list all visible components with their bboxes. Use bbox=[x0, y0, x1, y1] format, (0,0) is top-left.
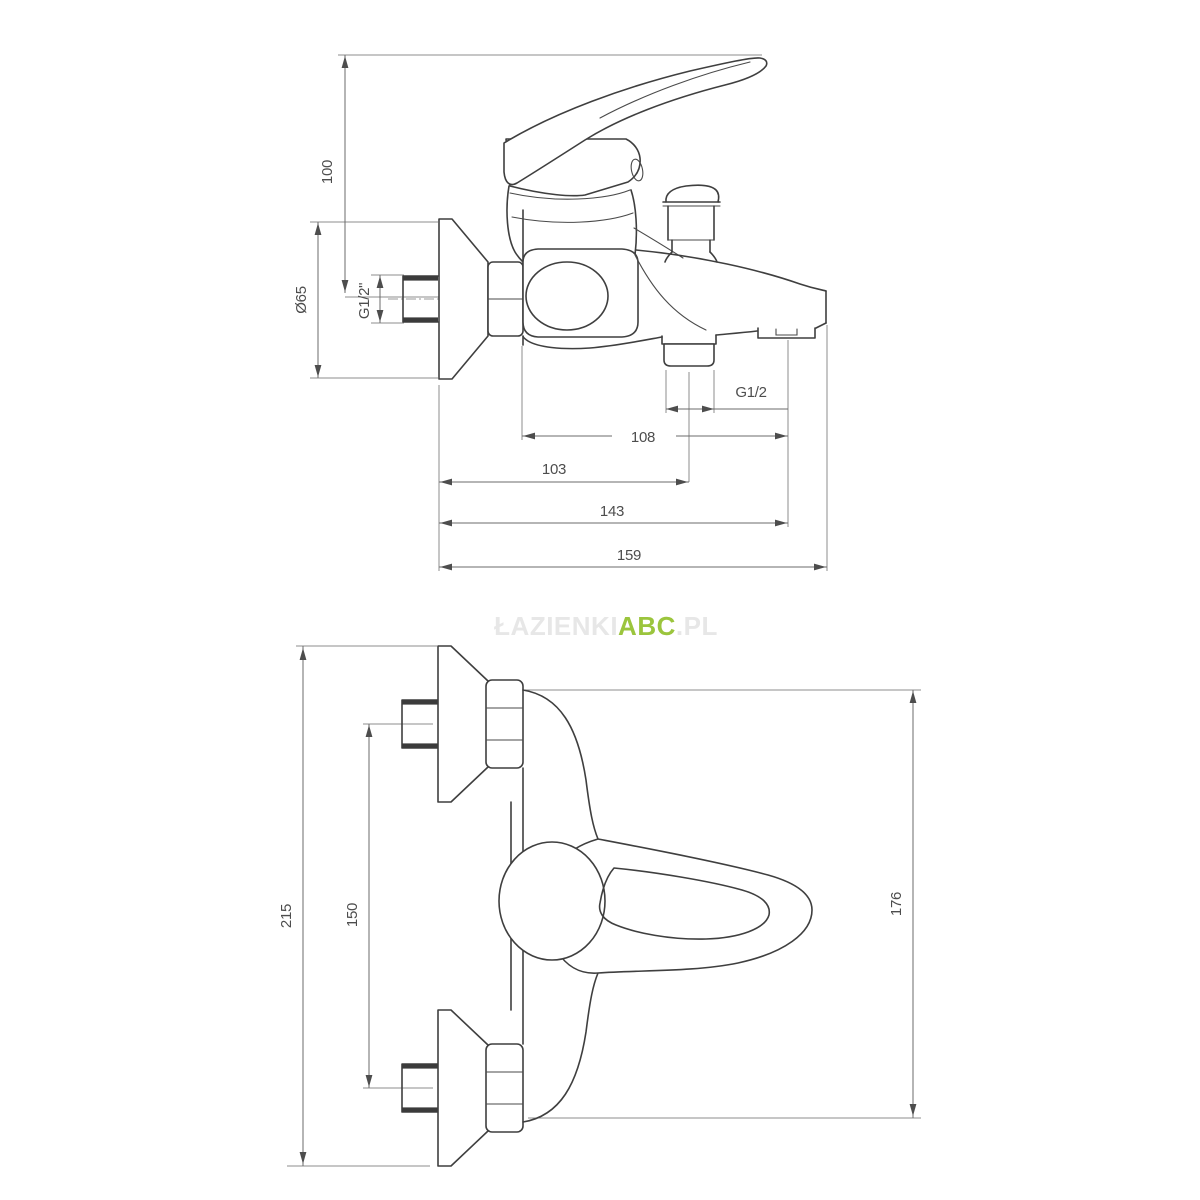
dim-label-159: 159 bbox=[616, 547, 642, 564]
watermark-brand: ABC bbox=[618, 611, 676, 641]
dim-label-flange-diameter: Ø65 bbox=[293, 286, 310, 314]
shower-outlet bbox=[662, 335, 716, 366]
plan-view-faucet-body bbox=[402, 646, 812, 1166]
dim-label-108: 108 bbox=[630, 429, 656, 446]
diverter-knob bbox=[663, 185, 720, 262]
lower-neck bbox=[523, 973, 598, 1122]
dim-label-103: 103 bbox=[541, 461, 567, 478]
plan-view bbox=[278, 646, 921, 1166]
dim-label-143: 143 bbox=[599, 503, 625, 520]
dim-label-height-100: 100 bbox=[319, 159, 336, 185]
watermark bbox=[494, 611, 718, 641]
side-view bbox=[293, 55, 827, 571]
cartridge-bulge bbox=[526, 262, 608, 330]
dim-label-215: 215 bbox=[278, 903, 295, 929]
upper-neck bbox=[523, 690, 598, 839]
dim-label-150: 150 bbox=[344, 902, 361, 928]
watermark-suffix: .PL bbox=[675, 611, 718, 641]
spout-outlet bbox=[758, 328, 815, 338]
hex-nut bbox=[488, 262, 523, 336]
dim-label-shower-thread: G1/2 bbox=[735, 384, 767, 401]
dim-label-inlet-thread: G1/2" bbox=[356, 282, 373, 320]
watermark-prefix: ŁAZIENKI bbox=[494, 611, 619, 641]
escutcheon bbox=[439, 219, 488, 379]
handle-dome bbox=[499, 842, 605, 960]
dim-label-176: 176 bbox=[888, 891, 905, 917]
side-view-faucet-body bbox=[403, 58, 826, 379]
